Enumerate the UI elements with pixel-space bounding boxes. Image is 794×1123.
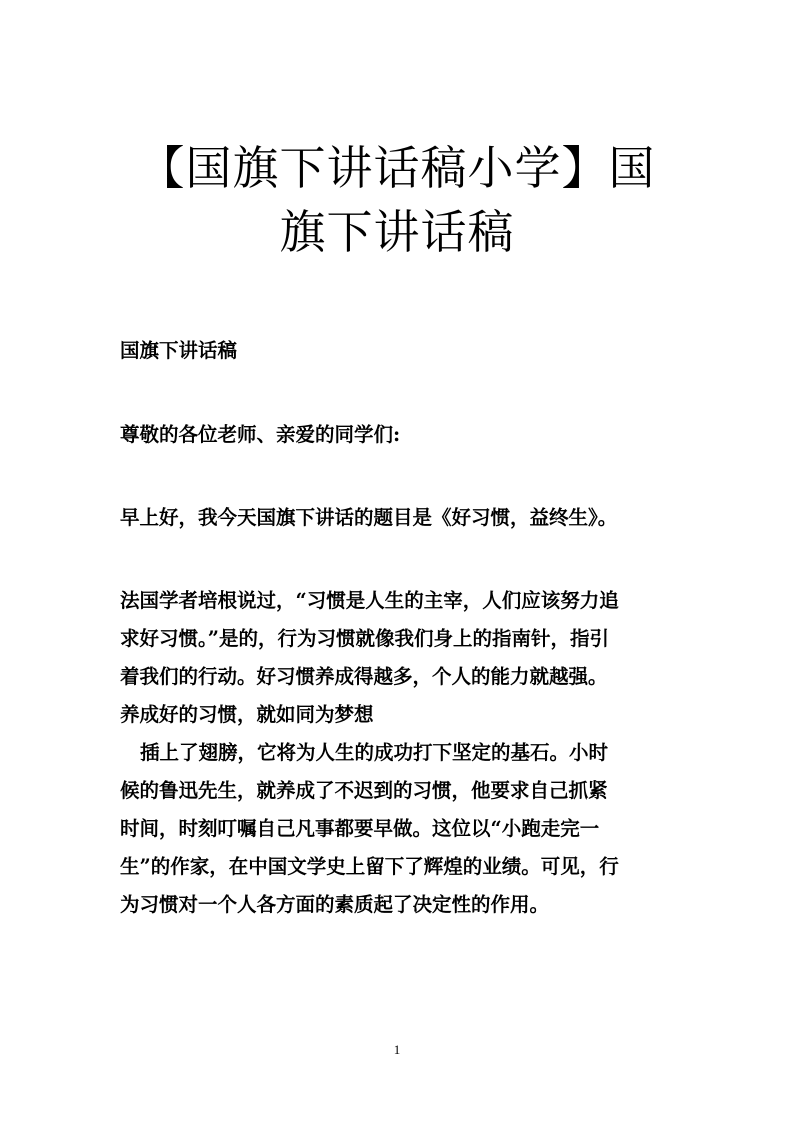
greeting: 尊敬的各位老师、亲爱的同学们: xyxy=(120,423,401,446)
paragraph-line: 生”的作家，在中国文学史上留下了辉煌的业绩。可见，行 xyxy=(120,855,619,878)
intro-paragraph: 早上好，我今天国旗下讲话的题目是《好习惯，益终生》。 xyxy=(120,506,618,529)
paragraph-line: 法国学者培根说过，“习惯是人生的主宰，人们应该努力追 xyxy=(120,589,619,612)
subtitle: 国旗下讲话稿 xyxy=(120,339,238,362)
paragraph-line: 养成好的习惯，就如同为梦想 xyxy=(120,703,374,726)
document-title xyxy=(110,136,684,264)
paragraph-line: 时间，时刻叮嘱自己凡事都要早做。这位以“小跑走完一 xyxy=(120,817,600,840)
main-paragraph xyxy=(120,582,668,924)
paragraph-line: 为习惯对一个人各方面的素质起了决定性的作用。 xyxy=(120,893,550,916)
paragraph-line-text: 插上了翅膀，它将为人生的成功打下坚定的基石。小时 xyxy=(140,741,609,764)
paragraph-line: 着我们的行动。好习惯养成得越多，个人的能力就越强。 xyxy=(120,665,608,688)
title-line-1: 【国旗下讲话稿小学】国 xyxy=(138,141,656,195)
title-line-2: 旗下讲话稿 xyxy=(279,205,515,259)
paragraph-line: 求好习惯。”是的，行为习惯就像我们身上的指南针，指引 xyxy=(120,627,609,650)
page-number: 1 xyxy=(393,1042,401,1057)
paragraph-line-indented xyxy=(120,734,668,772)
paragraph-line: 候的鲁迅先生，就养成了不迟到的习惯，他要求自己抓紧 xyxy=(120,779,608,802)
